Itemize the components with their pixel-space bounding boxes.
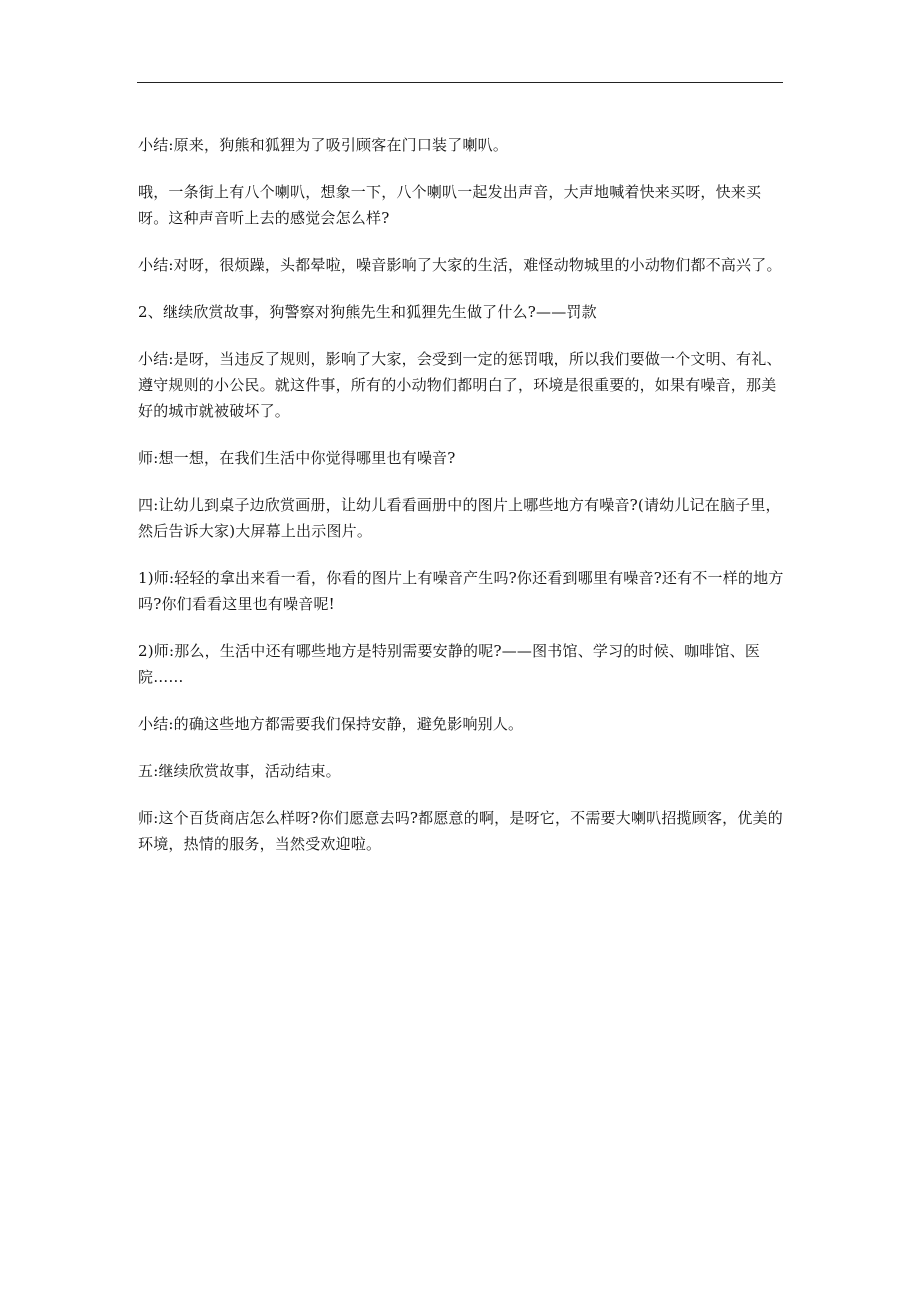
document-body (138, 132, 788, 878)
paragraph-eight-speakers: 哦，一条街上有八个喇叭，想象一下，八个喇叭一起发出声音，大声地喊着快来买呀，快来买呀。这种声音听上去的感觉会怎么样? (138, 183, 762, 227)
paragraph-section-four: 四:让幼儿到桌子边欣赏画册，让幼儿看看画册中的图片上哪些地方有噪音?(请幼儿记在脑子里，然后告诉大家)大屏幕上出示图片。 (138, 496, 781, 540)
paragraph-teacher-store: 师:这个百货商店怎么样呀?你们愿意去吗?都愿意的啊，是呀它，不需要大喇叭招揽顾客，优美的环境，热情的服务，当然受欢迎啦。 (138, 809, 783, 853)
paragraph-continue-story: 2、继续欣赏故事，狗警察对狗熊先生和狐狸先生做了什么?——罚款 (138, 303, 597, 321)
paragraph-item-two: 2)师:那么，生活中还有哪些地方是特别需要安静的呢?——图书馆、学习的时候、咖啡馆、医院…… (138, 642, 761, 686)
paragraph-summary-quiet: 小结:的确这些地方都需要我们保持安静，避免影响别人。 (138, 715, 524, 733)
paragraph-section-five: 五:继续欣赏故事，活动结束。 (138, 762, 341, 780)
paragraph-summary-rules: 小结:是呀，当违反了规则，影响了大家，会受到一定的惩罚哦，所以我们要做一个文明、有礼、遵守规则的小公民。就这件事，所有的小动物们都明白了，环境是很重要的，如果有噪音，那美好的城市就被破坏了。 (138, 350, 782, 420)
paragraph-summary-noise: 小结:对呀，很烦躁，头都晕啦，噪音影响了大家的生活，难怪动物城里的小动物们都不高兴了。 (138, 256, 782, 274)
paragraph-item-one: 1)师:轻轻的拿出来看一看，你看的图片上有噪音产生吗?你还看到哪里有噪音?还有不一样的地方吗?你们看看这里也有噪音呢! (138, 569, 784, 613)
paragraph-summary-speakers: 小结:原来，狗熊和狐狸为了吸引顾客在门口装了喇叭。 (138, 136, 509, 154)
paragraph-teacher-think: 师:想一想，在我们生活中你觉得哪里也有噪音? (138, 449, 456, 467)
header-rule (137, 82, 783, 83)
